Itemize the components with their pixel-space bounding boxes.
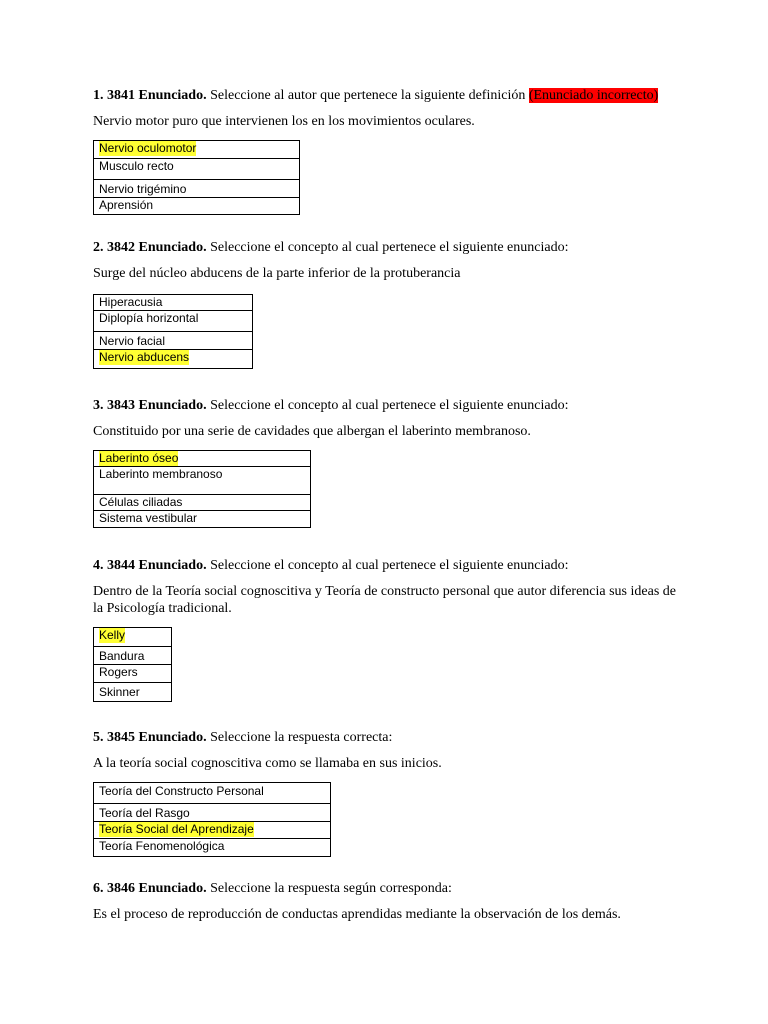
question-statement: Es el proceso de reproducción de conductas aprendidas mediante la observación de los demás.: [93, 907, 621, 922]
option-row: [94, 665, 172, 683]
option-row: [94, 332, 253, 350]
question-header: [93, 729, 683, 746]
option-text: Diplopía horizontal: [99, 311, 199, 325]
question-instruction: Seleccione el concepto al cual pertenece el siguiente enunciado:: [210, 398, 569, 413]
option-row: [94, 628, 172, 647]
option-text: Células ciliadas: [99, 495, 183, 509]
question-number: 4.: [93, 558, 104, 573]
option-row: [94, 495, 311, 511]
question-label: Enunciado.: [138, 398, 207, 413]
option-text: Hiperacusia: [99, 295, 163, 309]
options-table: [93, 294, 253, 369]
option-text: Skinner: [99, 685, 140, 699]
question-number: 2.: [93, 240, 104, 255]
question-statement: Surge del núcleo abducens de la parte inferior de la protuberancia: [93, 266, 461, 281]
question-instruction: Seleccione el concepto al cual pertenece el siguiente enunciado:: [210, 240, 569, 255]
option-row: [94, 180, 300, 198]
question-statement: Dentro de la Teoría social cognoscitiva y Teoría de constructo personal que autor diferencia sus ideas de la Psicología tradicional.: [93, 584, 676, 616]
question-instruction: Seleccione la respuesta correcta:: [210, 730, 393, 745]
option-row: [94, 350, 253, 369]
question-header: [93, 880, 683, 897]
question-header: [93, 557, 683, 574]
option-row: [94, 511, 311, 528]
question-instruction: Seleccione la respuesta según corresponda:: [210, 881, 452, 896]
question-label: Enunciado.: [138, 730, 207, 745]
question-number: 5.: [93, 730, 104, 745]
incorrect-flag: (Enunciado incorrecto): [528, 88, 659, 103]
option-row: [94, 647, 172, 665]
question-3: [93, 397, 683, 528]
question-statement: Constituido por una serie de cavidades que albergan el laberinto membranoso.: [93, 424, 531, 439]
question-4: [93, 557, 683, 702]
option-row: [94, 198, 300, 215]
question-header: [93, 87, 683, 104]
option-row: [94, 822, 331, 839]
option-text: Nervio oculomotor: [99, 141, 197, 155]
option-row: [94, 451, 311, 467]
question-label: Enunciado.: [138, 240, 207, 255]
option-text: Nervio abducens: [99, 350, 190, 364]
option-text: Bandura: [99, 649, 145, 663]
option-row: [94, 141, 300, 159]
question-number: 1.: [93, 88, 104, 103]
option-text: Rogers: [99, 665, 138, 679]
question-number: 6.: [93, 881, 104, 896]
option-text: Teoría Social del Aprendizaje: [99, 822, 254, 836]
option-text: Laberinto óseo: [99, 451, 179, 465]
question-6: [93, 880, 683, 923]
option-row: [94, 311, 253, 332]
option-text: Nervio trigémino: [99, 182, 187, 196]
question-code: 3841: [107, 88, 135, 103]
option-row: [94, 467, 311, 495]
question-statement: Nervio motor puro que intervienen los en los movimientos oculares.: [93, 114, 475, 129]
option-text: Nervio facial: [99, 334, 166, 348]
option-text: Laberinto membranoso: [99, 467, 223, 481]
question-1: [93, 87, 683, 215]
option-text: Teoría del Rasgo: [99, 806, 190, 820]
question-code: 3843: [107, 398, 135, 413]
question-code: 3844: [107, 558, 135, 573]
option-row: [94, 683, 172, 702]
option-row: [94, 783, 331, 804]
question-statement: A la teoría social cognoscitiva como se llamaba en sus inicios.: [93, 756, 442, 771]
option-text: Teoría Fenomenológica: [99, 839, 225, 853]
question-header: [93, 397, 683, 414]
question-instruction: Seleccione al autor que pertenece la siguiente definición: [210, 88, 526, 103]
option-text: Kelly: [99, 628, 126, 642]
question-5: [93, 729, 683, 857]
option-row: [94, 159, 300, 180]
option-text: Teoría del Constructo Personal: [99, 784, 264, 798]
question-label: Enunciado.: [138, 88, 207, 103]
options-table: [93, 627, 172, 702]
options-table: [93, 140, 300, 215]
option-text: Sistema vestibular: [99, 511, 198, 525]
question-label: Enunciado.: [138, 558, 207, 573]
question-header: [93, 239, 683, 256]
question-code: 3846: [107, 881, 135, 896]
option-text: Aprensión: [99, 198, 154, 212]
question-2: [93, 239, 683, 369]
question-instruction: Seleccione el concepto al cual pertenece el siguiente enunciado:: [210, 558, 569, 573]
option-text: Musculo recto: [99, 159, 174, 173]
question-number: 3.: [93, 398, 104, 413]
option-row: [94, 839, 331, 857]
option-row: [94, 295, 253, 311]
options-table: [93, 450, 311, 528]
question-code: 3845: [107, 730, 135, 745]
question-label: Enunciado.: [138, 881, 207, 896]
option-row: [94, 804, 331, 822]
options-table: [93, 782, 331, 857]
question-code: 3842: [107, 240, 135, 255]
